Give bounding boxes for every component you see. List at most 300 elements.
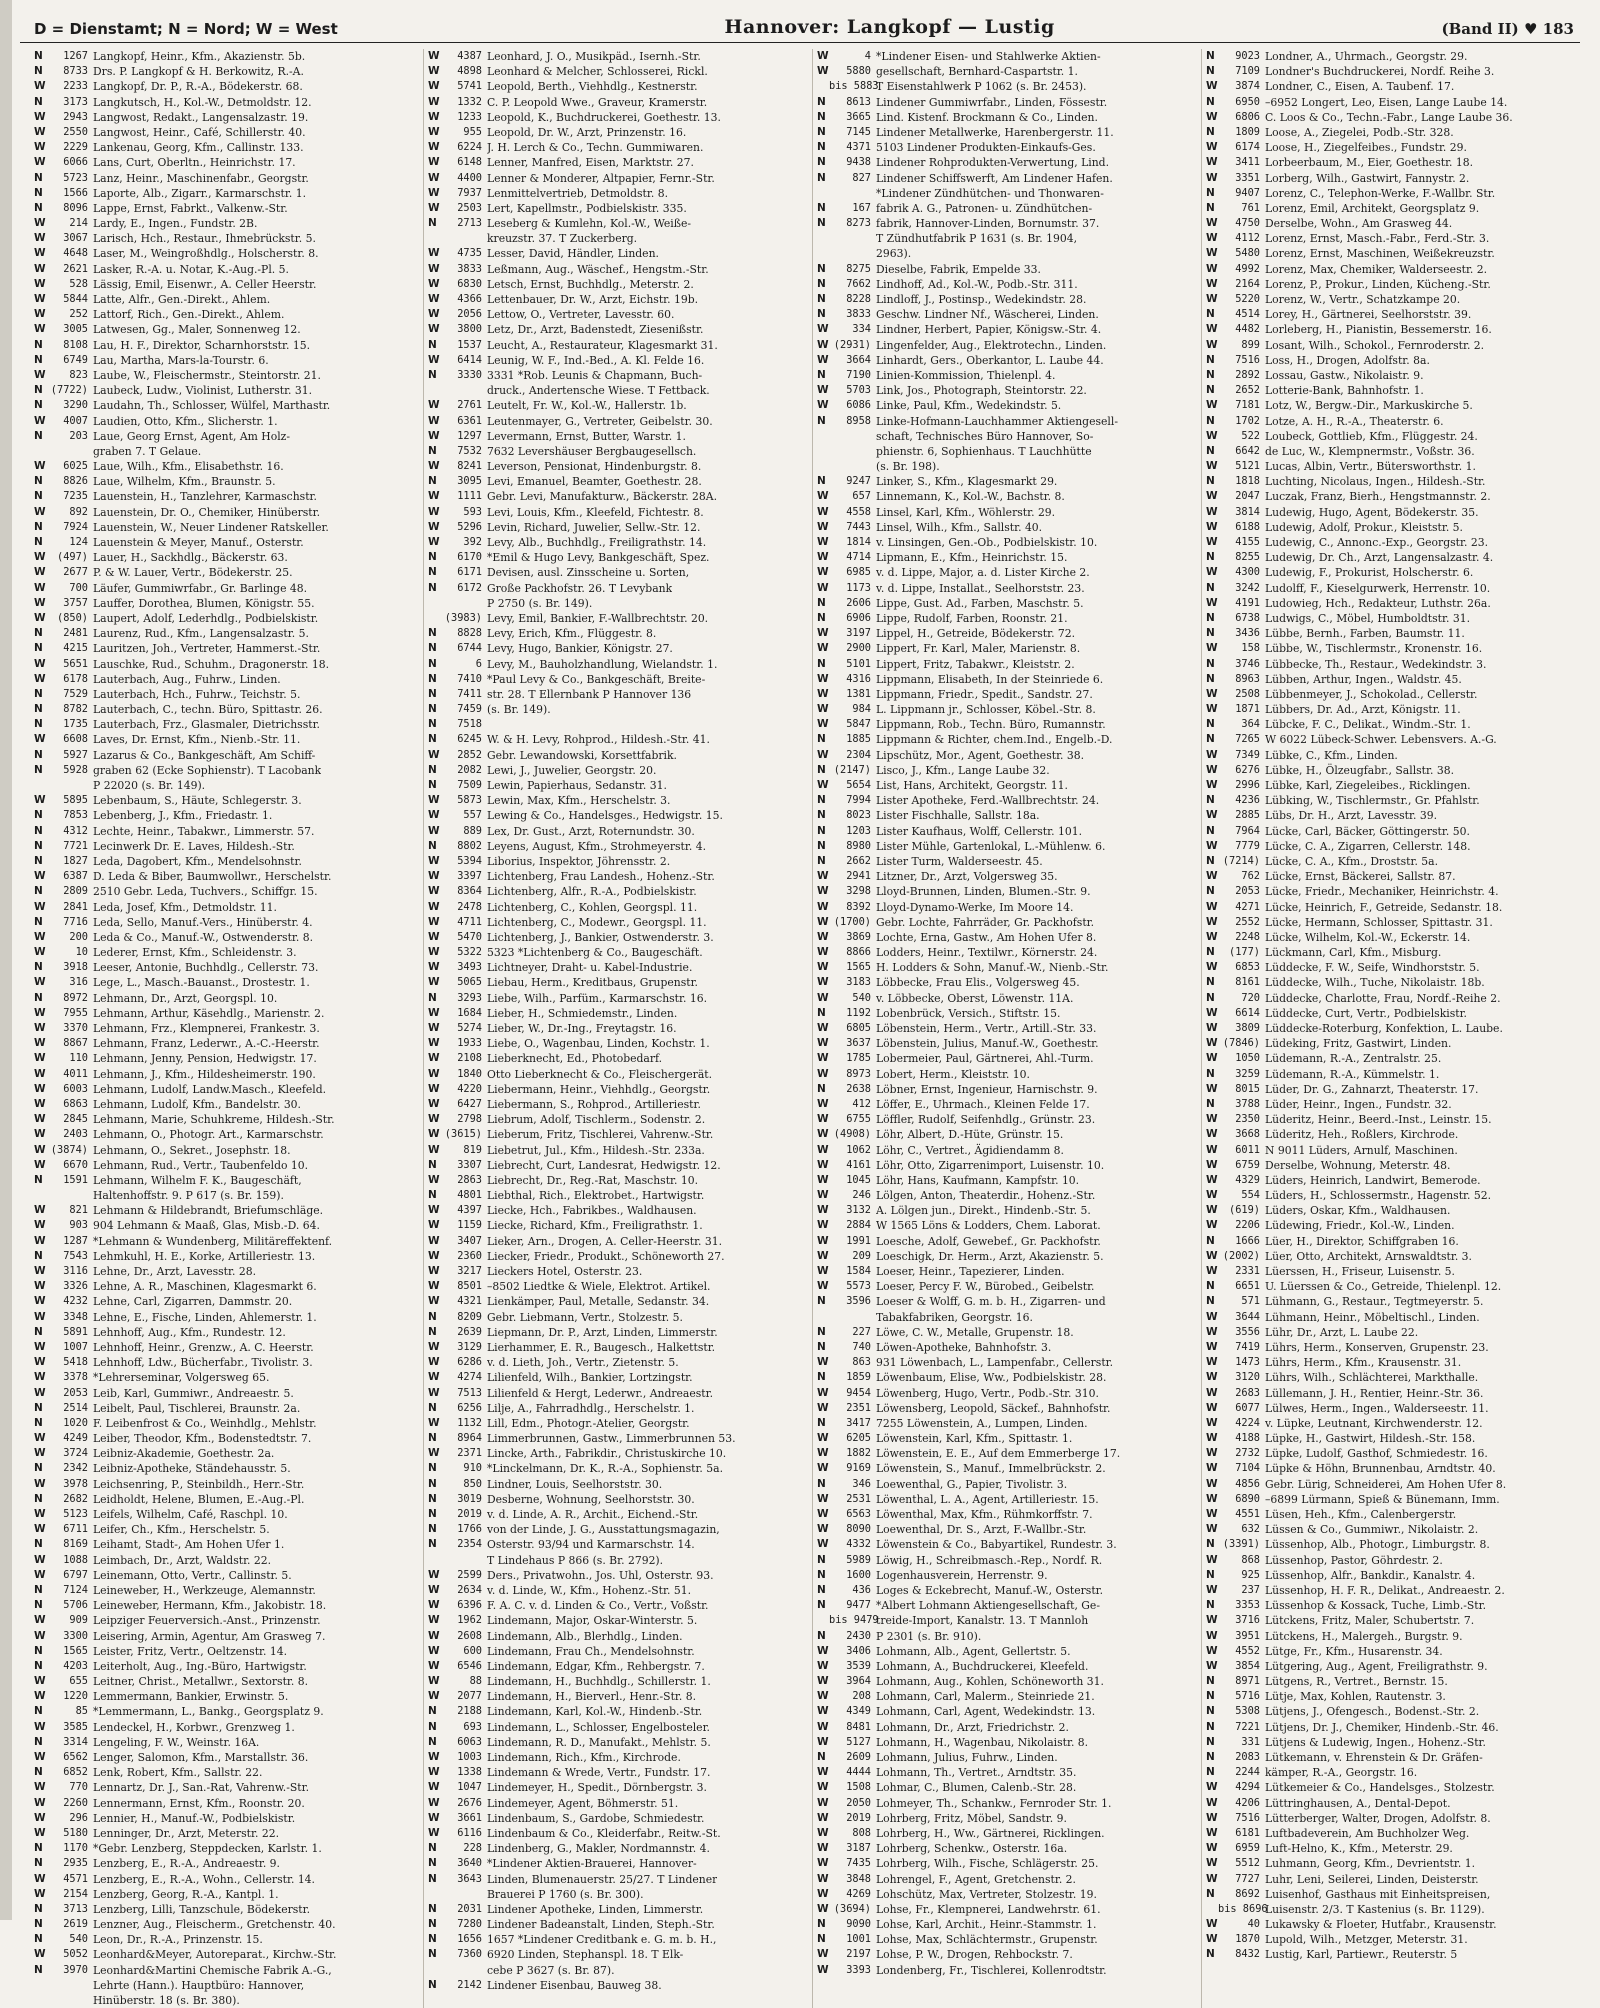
- directory-entry: [34, 1765, 413, 1780]
- district-code: N: [817, 1006, 826, 1019]
- district-code: N: [428, 566, 437, 579]
- district-code: N: [34, 718, 43, 731]
- directory-entry: [1206, 991, 1580, 1006]
- directory-entry: [34, 155, 413, 170]
- directory-entry: [1206, 763, 1580, 778]
- district-code: W: [428, 1599, 440, 1612]
- directory-entry: [428, 672, 802, 687]
- entry-text: Lehmkuhl, H. E., Korke, Artilleriestr. 13.: [93, 1249, 316, 1263]
- phone-number: 2662: [846, 854, 871, 867]
- phone-number: [440, 1887, 487, 1902]
- phone-number: 1702: [1235, 414, 1260, 427]
- phone-number: 6852: [63, 1766, 88, 1779]
- phone-number: 8255: [1235, 551, 1260, 564]
- phone-number: 8782: [63, 703, 88, 716]
- phone-number: 740: [852, 1340, 871, 1353]
- district-code: N: [428, 1310, 437, 1323]
- phone-number: 6361: [457, 414, 482, 427]
- phone-number: 7109: [1235, 65, 1260, 78]
- district-code: N: [34, 429, 43, 442]
- entry-text: Loeser & Wolff, G. m. b. H., Zigarren- und: [876, 1295, 1106, 1309]
- directory-entry: [817, 1446, 1191, 1461]
- district-code: W: [817, 1842, 829, 1855]
- entry-text: Lippert, Fritz, Tabakwr., Kleiststr. 2.: [876, 657, 1075, 671]
- district-code: [428, 1887, 440, 1902]
- entry-text: Lotterie-Bank, Bahnhofstr. 1.: [1265, 384, 1424, 398]
- district-code: W: [34, 1386, 46, 1399]
- entry-text: Lieckers Hotel, Osterstr. 23.: [487, 1265, 643, 1278]
- district-code: [428, 383, 440, 398]
- directory-entry: [817, 429, 1191, 444]
- directory-entry: [817, 748, 1191, 763]
- phone-number: 1684: [457, 1006, 482, 1019]
- district-code: N: [1206, 718, 1215, 731]
- phone-number: 5723: [63, 171, 88, 184]
- entry-text: Lindemann, Karl, Kol.-W., Hindenb.-Str.: [487, 1705, 703, 1719]
- district-code: W: [428, 308, 440, 321]
- district-code: N: [34, 961, 43, 974]
- district-code: W: [428, 293, 440, 305]
- phone-number: 3132: [846, 1204, 871, 1217]
- district-code: W: [428, 794, 440, 807]
- directory-entry: [1206, 444, 1580, 459]
- phone-number: 7727: [1235, 1872, 1260, 1885]
- entry-text: Lüddecke, Curt, Vertr., Podbielskistr.: [1265, 1006, 1467, 1020]
- district-code: W: [428, 1796, 440, 1809]
- phone-number: 2798: [457, 1113, 482, 1126]
- district-code: W: [1206, 110, 1218, 123]
- entry-text: Laves, Dr. Ernst, Kfm., Nienb.-Str. 11.: [93, 733, 301, 747]
- phone-number: 4329: [1235, 1173, 1260, 1186]
- directory-entry: [1206, 900, 1580, 915]
- directory-entry: [1206, 1294, 1580, 1309]
- phone-number: 6025: [63, 460, 88, 473]
- entry-text: Leda, Sello, Manuf.-Vers., Hinüberstr. 4.: [93, 915, 313, 929]
- district-code: W: [1206, 1249, 1218, 1262]
- directory-entry: [428, 1765, 802, 1780]
- entry-text: Lotze, A. H., R.-A., Theaterstr. 6.: [1265, 414, 1444, 428]
- district-code: W: [428, 156, 440, 169]
- entry-text: Lippe, Rudolf, Farben, Roonstr. 21.: [876, 611, 1068, 625]
- directory-entry: [428, 1856, 802, 1871]
- district-code: W: [817, 1067, 829, 1080]
- directory-entry: [34, 884, 413, 899]
- district-code: W: [34, 566, 46, 579]
- district-code: W: [428, 1022, 440, 1034]
- directory-entry: [817, 1583, 1191, 1598]
- entry-text: Laurenz, Rud., Kfm., Langensalzastr. 5.: [93, 627, 309, 641]
- entry-text: Lüssenhop, Pastor, Göhrdestr. 2.: [1265, 1553, 1443, 1567]
- directory-entry: [1206, 1249, 1580, 1264]
- district-code: W: [1206, 1614, 1218, 1627]
- directory-entry: [428, 641, 802, 656]
- directory-entry: [817, 1355, 1191, 1370]
- entry-text: v. d. Linde, W., Kfm., Hohenz.-Str. 51.: [487, 1583, 692, 1597]
- district-code: W: [817, 1249, 829, 1262]
- entry-text: F. Leibenfrost & Co., Weinhdlg., Mehlstr.: [93, 1416, 317, 1430]
- phone-number: 2676: [457, 1796, 482, 1809]
- directory-entry: [817, 1401, 1191, 1416]
- phone-number: 2639: [457, 1325, 482, 1338]
- directory-entry: [34, 1477, 413, 1492]
- entry-text: Lütge, Fr., Kfm., Husarenstr. 34.: [1265, 1644, 1443, 1658]
- district-code: W: [817, 1204, 829, 1217]
- district-code: [817, 246, 829, 261]
- entry-text: Lübbecke, Th., Restaur., Wedekindstr. 3.: [1265, 657, 1487, 671]
- district-code: N: [34, 1659, 43, 1672]
- phone-number: 8958: [846, 414, 871, 427]
- directory-entry: [34, 854, 413, 869]
- phone-number: 1600: [846, 1568, 871, 1581]
- entry-text: Löbbecke, Frau Elis., Volgersweg 45.: [876, 976, 1080, 990]
- phone-number: 3397: [457, 870, 482, 883]
- phone-number: 5052: [63, 1948, 88, 1961]
- phone-number: (3615): [444, 1128, 482, 1141]
- phone-number: 6670: [63, 1158, 88, 1171]
- phone-number: bis 9479: [829, 1614, 879, 1627]
- phone-number: 237: [1241, 1583, 1260, 1596]
- district-code: W: [817, 1173, 829, 1186]
- district-code: N: [34, 171, 43, 184]
- entry-text: Lotz, W., Bergw.-Dir., Markuskirche 5.: [1265, 399, 1473, 413]
- district-code: W: [817, 581, 829, 594]
- district-code: W: [34, 262, 46, 275]
- entry-text: Löhr, Albert, D.-Hüte, Grünstr. 15.: [876, 1128, 1064, 1142]
- directory-column-3: [812, 49, 1191, 2008]
- district-code: W: [1206, 338, 1218, 351]
- district-code: W: [817, 991, 829, 1004]
- phone-number: 1818: [1235, 475, 1260, 488]
- entry-text: v. d. Lieth, Joh., Vertr., Zietenstr. 5.: [487, 1356, 679, 1370]
- page-title: Hannover: Langkopf — Lustig: [724, 16, 1055, 38]
- entry-text: Linnemann, K., Kol.-W., Bachstr. 8.: [876, 490, 1065, 504]
- phone-number: 4274: [457, 1371, 482, 1384]
- district-code: N: [428, 839, 437, 852]
- directory-entry: [428, 489, 802, 504]
- phone-number: 2360: [457, 1249, 482, 1262]
- phone-number: 7529: [63, 687, 88, 700]
- phone-number: 2056: [457, 308, 482, 321]
- entry-text: P 22020 (s. Br. 149).: [93, 779, 206, 792]
- entry-text: *Lemmermann, L., Bankg., Georgsplatz 9.: [93, 1705, 324, 1719]
- district-code: N: [817, 824, 826, 837]
- directory-entry: [1206, 869, 1580, 884]
- district-code: W: [1206, 642, 1218, 655]
- entry-text: Löwe, C. W., Metalle, Grupenstr. 18.: [876, 1325, 1074, 1339]
- directory-entry: [1206, 535, 1580, 550]
- entry-text: Liebe, O., Wagenbau, Linden, Kochstr. 1.: [487, 1037, 710, 1051]
- district-code: N: [34, 1902, 43, 1915]
- directory-entry: [428, 1249, 802, 1264]
- district-code: W: [428, 915, 440, 928]
- phone-number: 3407: [457, 1234, 482, 1247]
- phone-number: 700: [69, 581, 88, 594]
- phone-number: 4750: [1235, 217, 1260, 230]
- phone-number: 8973: [846, 1067, 871, 1080]
- district-code: W: [34, 1097, 46, 1110]
- directory-entry: [817, 322, 1191, 337]
- directory-entry: [428, 1431, 802, 1446]
- phone-number: bis 5883: [829, 80, 879, 93]
- directory-entry: [34, 398, 413, 413]
- directory-entry: [1206, 1386, 1580, 1401]
- directory-entry: [428, 64, 802, 79]
- district-code: N: [817, 95, 826, 108]
- phone-number: 4294: [1235, 1781, 1260, 1794]
- entry-text: Lauer, H., Sackhdlg., Bäckerstr. 63.: [93, 551, 288, 565]
- district-code: W: [428, 247, 440, 260]
- directory-entry: [428, 748, 802, 763]
- directory-entry: [428, 520, 802, 535]
- entry-text: Lukawsky & Floeter, Hutfabr., Krausenstr.: [1265, 1918, 1497, 1932]
- district-code: N: [1206, 1720, 1215, 1733]
- entry-text: Lennier, H., Manuf.-W., Podbielskistr.: [93, 1811, 296, 1825]
- phone-number: 1050: [1235, 1052, 1260, 1065]
- district-code: N: [34, 1416, 43, 1429]
- district-code: N: [1206, 1599, 1215, 1612]
- directory-entry: [428, 1294, 802, 1309]
- entry-text: Lloyd-Brunnen, Linden, Blumen.-Str. 9.: [876, 885, 1091, 899]
- entry-text: Langkopf, Dr. P., R.-A., Bödekerstr. 68.: [93, 80, 303, 94]
- directory-entry: [817, 1811, 1191, 1826]
- directory-entry: [1206, 1644, 1580, 1659]
- district-code: W: [428, 976, 440, 989]
- entry-text: Levy, M., Bauholzhandlung, Wielandstr. 1.: [487, 657, 718, 671]
- district-code: W: [34, 1553, 46, 1566]
- phone-number: 1047: [457, 1781, 482, 1794]
- entry-text: Leonhard & Melcher, Schlosserei, Rickl.: [487, 65, 708, 79]
- entry-text: Laube, W., Fleischermstr., Steintorstr. 21.: [93, 368, 321, 382]
- phone-number: 4444: [846, 1766, 871, 1779]
- district-code: N: [34, 748, 43, 761]
- entry-text: Lindenberg, G., Makler, Nordmannstr. 4.: [487, 1842, 710, 1856]
- phone-number: 1785: [846, 1052, 871, 1065]
- district-code: N: [428, 1462, 437, 1475]
- entry-text: Lücke, Friedr., Mechaniker, Heinrichstr. 4.: [1265, 885, 1499, 899]
- entry-text: Leineweber, H., Werkzeuge, Alemannstr.: [93, 1583, 316, 1597]
- directory-entry: [817, 1173, 1191, 1188]
- directory-entry: [428, 1796, 802, 1811]
- entry-text: Leifer, Ch., Kfm., Herschelstr. 5.: [93, 1523, 270, 1537]
- directory-entry: [817, 1856, 1191, 1871]
- district-code: W: [34, 460, 46, 473]
- entry-text: Läufer, Gummiwrfabr., Gr. Barlinge 48.: [93, 581, 308, 595]
- district-code: N: [1206, 1538, 1215, 1551]
- directory-entry: [34, 1598, 413, 1613]
- directory-entry: [1206, 216, 1580, 231]
- entry-text: Liebetrut, Jul., Kfm., Hildesh.-Str. 233a.: [487, 1143, 705, 1157]
- district-code: W: [1206, 1340, 1218, 1353]
- entry-text: Lewing & Co., Handelsges., Hedwigstr. 15.: [487, 809, 723, 823]
- phone-number: 7181: [1235, 399, 1260, 412]
- district-code: W: [1206, 1857, 1218, 1870]
- phone-number: (7214): [1222, 854, 1260, 867]
- phone-number: 1840: [457, 1067, 482, 1080]
- district-code: W: [1206, 141, 1218, 154]
- district-code: N: [1206, 611, 1215, 624]
- phone-number: 4203: [63, 1659, 88, 1672]
- entry-text: Lippert, Fr. Karl, Maler, Marienstr. 8.: [876, 642, 1081, 656]
- entry-text: 2963).: [876, 247, 912, 261]
- district-code: N: [34, 703, 43, 716]
- district-code: N: [1206, 186, 1215, 199]
- district-code: W: [1206, 748, 1218, 761]
- phone-number: 4387: [457, 50, 482, 62]
- entry-text: Leon, Dr., R.-A., Prinzenstr. 15.: [93, 1933, 263, 1947]
- district-code: W: [1206, 156, 1218, 169]
- entry-text: Lüderitz, Heinr., Beerd.-Inst., Leinstr. 15.: [1265, 1113, 1492, 1127]
- entry-text: 7632 Levershäuser Bergbaugesellsch.: [487, 444, 697, 458]
- district-code: W: [34, 505, 46, 518]
- district-code: W: [428, 141, 440, 154]
- district-code: N: [34, 809, 43, 822]
- directory-entry: [34, 1613, 413, 1628]
- directory-entry: [1206, 641, 1580, 656]
- entry-text: v. d. Linde, A. R., Archit., Eichend.-Str.: [487, 1508, 699, 1521]
- district-code: W: [817, 1052, 829, 1065]
- phone-number: 6950: [1235, 95, 1260, 108]
- entry-text: Leiterholt, Aug., Ing.-Büro, Hartwigstr.: [93, 1659, 307, 1673]
- entry-text: Lütkemann, v. Ehrenstein & Dr. Gräfen-: [1265, 1751, 1483, 1764]
- district-code: N: [817, 794, 826, 807]
- district-code: W: [34, 1371, 46, 1384]
- phone-number: 1814: [846, 536, 871, 548]
- directory-entry: [817, 1674, 1191, 1689]
- directory-entry: [428, 702, 802, 717]
- entry-text: Lister Turm, Walderseestr. 45.: [876, 854, 1043, 868]
- district-code: N: [817, 657, 826, 670]
- directory-entry: [817, 717, 1191, 732]
- phone-number: 3129: [457, 1340, 482, 1353]
- phone-number: 868: [1241, 1553, 1260, 1566]
- entry-text: Lindner, Herbert, Papier, Königsw.-Str. 4.: [876, 323, 1102, 337]
- phone-number: 2331: [1235, 1265, 1260, 1277]
- directory-entry: [817, 398, 1191, 413]
- directory-entry: [428, 960, 802, 975]
- directory-column-1: [34, 49, 413, 2008]
- directory-entry: [817, 1370, 1191, 1385]
- district-code: W: [428, 1204, 440, 1217]
- phone-number: 2508: [1235, 687, 1260, 700]
- entry-text: Loewenthal, Dr. S., Arzt, F.-Wallbr.-Str.: [876, 1523, 1087, 1537]
- phone-number: 3833: [457, 262, 482, 275]
- entry-text: *Lindener Eisen- und Stahlwerke Aktien-: [876, 50, 1101, 63]
- phone-number: 7435: [846, 1857, 871, 1870]
- directory-entry: [1206, 1264, 1580, 1279]
- phone-number: 3411: [1235, 156, 1260, 169]
- entry-text: Lehmann, O., Photogr. Art., Karmarschstr.: [93, 1128, 324, 1142]
- directory-entry: [1206, 125, 1580, 140]
- directory-entry: [817, 1051, 1191, 1066]
- entry-text: W. & H. Levy, Rohprod., Hildesh.-Str. 41.: [487, 733, 710, 747]
- directory-entry: [34, 1386, 413, 1401]
- phone-number: 1591: [63, 1173, 88, 1186]
- directory-entry: [817, 1279, 1191, 1294]
- entry-text: Lenzberg, E., R.-A., Andreaestr. 9.: [93, 1857, 280, 1871]
- directory-entry: [428, 171, 802, 186]
- phone-number: 5180: [63, 1826, 88, 1839]
- district-code: W: [428, 1766, 440, 1779]
- district-code: W: [817, 566, 829, 579]
- entry-text: Lau, Martha, Mars-la-Tourstr. 6.: [93, 353, 269, 367]
- entry-text: Leda, Dagobert, Kfm., Mendelsohnstr.: [93, 854, 302, 868]
- phone-number: 6959: [1235, 1842, 1260, 1855]
- district-code: W: [34, 247, 46, 260]
- directory-entry: [1206, 1629, 1580, 1644]
- phone-number: 364: [1241, 718, 1260, 731]
- directory-entry: [428, 1127, 802, 1142]
- directory-entry: [34, 1021, 413, 1036]
- directory-entry: [817, 292, 1191, 307]
- directory-entry: [817, 383, 1191, 398]
- phone-number: 7994: [846, 794, 871, 807]
- directory-entry: [817, 1097, 1191, 1112]
- district-code: [428, 231, 440, 246]
- district-code: W: [817, 490, 829, 503]
- district-code: N: [34, 991, 43, 1004]
- phone-number: 6181: [1235, 1826, 1260, 1839]
- district-code: W: [1206, 915, 1218, 928]
- directory-entry: [817, 1796, 1191, 1811]
- entry-text: Liecke, Richard, Kfm., Freiligrathstr. 1.: [487, 1219, 703, 1233]
- entry-text: Leutenmayer, G., Vertreter, Geibelstr. 30.: [487, 414, 713, 428]
- directory-entry: [817, 95, 1191, 110]
- phone-number: 1332: [457, 95, 482, 108]
- entry-text: Lindener Schiffswerft, Am Lindener Hafen.: [876, 171, 1113, 185]
- phone-number: 3556: [1235, 1325, 1260, 1338]
- entry-text: Leibelt, Paul, Tischlerei, Braunstr. 2a.: [93, 1401, 301, 1415]
- entry-text: F. A. C. v. d. Linden & Co., Vertr., Voßstr.: [487, 1599, 709, 1613]
- directory-entry: [817, 1264, 1191, 1279]
- entry-text: Lederer, Ernst, Kfm., Schleidenstr. 3.: [93, 946, 297, 960]
- phone-number: (177): [1229, 946, 1260, 959]
- entry-text: Lendeckel, H., Korbwr., Grenzweg 1.: [93, 1720, 295, 1734]
- district-code: N: [817, 156, 826, 169]
- phone-number: 3665: [846, 110, 871, 123]
- entry-text: Lübben, Arthur, Ingen., Waldstr. 45.: [1265, 672, 1462, 686]
- district-code: W: [428, 1751, 440, 1763]
- entry-text: Lauffer, Dorothea, Blumen, Königstr. 55.: [93, 596, 315, 610]
- phone-number: 2142: [457, 1978, 482, 1991]
- entry-text: Lüpke, Ludolf, Gasthof, Schmiedestr. 16.: [1265, 1447, 1488, 1461]
- directory-entry: [817, 991, 1191, 1006]
- district-code: W: [34, 1006, 46, 1019]
- directory-entry: [34, 1006, 413, 1021]
- directory-entry: [428, 1674, 802, 1689]
- phone-number: 8015: [1235, 1082, 1260, 1095]
- entry-text: von der Linde, J. G., Ausstattungsmagazin,: [487, 1523, 720, 1537]
- phone-number: 3293: [457, 991, 482, 1004]
- directory-entry: [428, 1370, 802, 1385]
- phone-number: 1233: [457, 110, 482, 123]
- district-code: N: [34, 50, 43, 62]
- entry-text: Lichtenberg, C., Kohlen, Georgspl. 11.: [487, 900, 698, 914]
- district-code: W: [428, 930, 440, 943]
- entry-text: Lohmann, Carl, Agent, Wedekindstr. 13.: [876, 1705, 1096, 1719]
- entry-text: Leib, Karl, Gummiwr., Andreaestr. 5.: [93, 1386, 294, 1400]
- entry-text: 2510 Gebr. Leda, Tuchvers., Schiffgr. 15.: [93, 885, 318, 899]
- phone-number: 3661: [457, 1811, 482, 1824]
- entry-text: Lobert, Herm., Kleiststr. 10.: [876, 1067, 1030, 1081]
- district-code: W: [817, 1128, 829, 1141]
- directory-entry: [817, 1218, 1191, 1233]
- district-code: W: [817, 1659, 829, 1672]
- phone-number: 3259: [1235, 1067, 1260, 1080]
- phone-number: 3724: [63, 1447, 88, 1460]
- district-code: W: [1206, 1781, 1218, 1794]
- directory-entry: [34, 1932, 413, 1947]
- directory-entry: [817, 140, 1191, 155]
